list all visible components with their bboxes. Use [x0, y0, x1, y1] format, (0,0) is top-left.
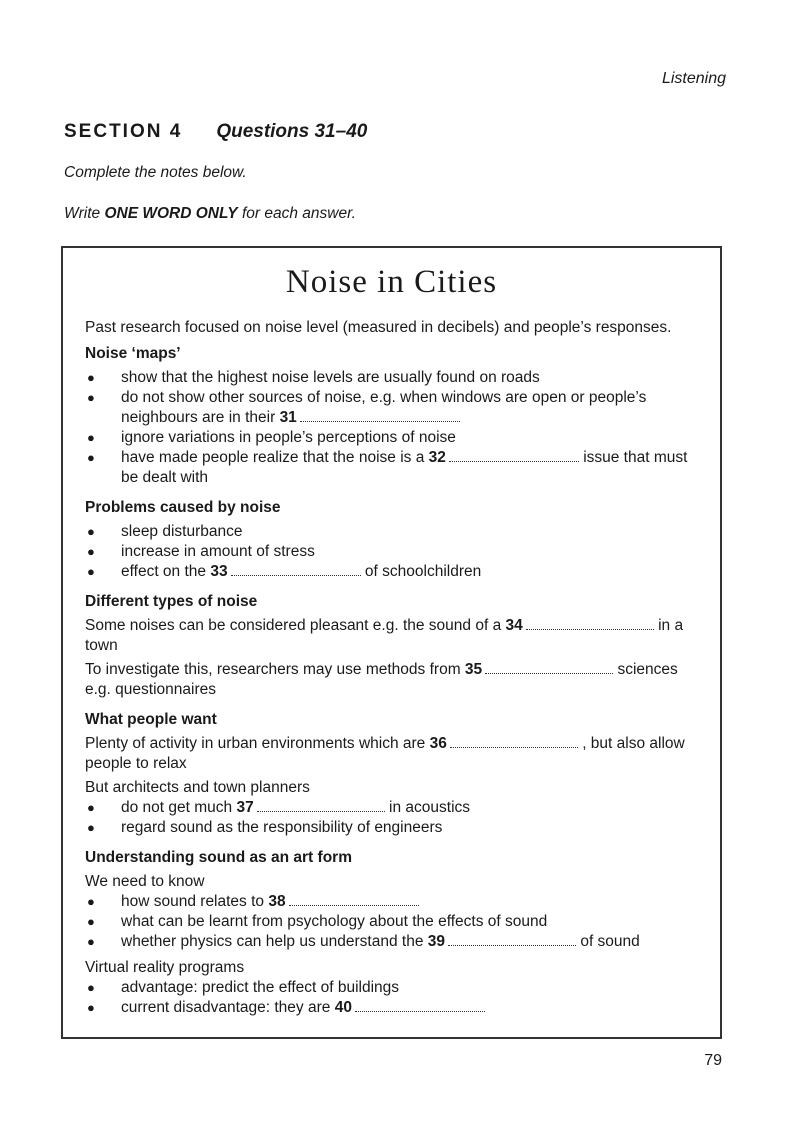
answer-blank-31[interactable] [300, 409, 460, 422]
noise-maps-list [85, 368, 705, 488]
art-paragraph-2: Virtual reality programs [85, 959, 245, 976]
want-list [85, 798, 705, 838]
bullet-icon: ● [87, 524, 95, 539]
bullet-icon: ● [87, 450, 95, 465]
bullet-icon: ● [87, 934, 95, 949]
section-label: Listening [661, 70, 726, 87]
list-item: ● current disadvantage: they are 40 [85, 998, 705, 1018]
types-paragraph-1: Some noises can be considered pleasant e.g. the sound of a 34 in a town [85, 617, 684, 654]
question-number: 32 [428, 449, 446, 466]
page-number: 79 [704, 1052, 722, 1069]
questions-range: Questions 31–40 [216, 121, 368, 142]
list-item: ● effect on the 33 of schoolchildren [87, 563, 482, 580]
art-paragraph-1: We need to know [85, 873, 205, 890]
question-number: 31 [279, 409, 297, 426]
list-item: ● ignore variations in people’s perceptions of noise [87, 429, 456, 446]
list-item: ● whether physics can help us understand the 39 of sound [87, 933, 640, 950]
heading-want: What people want [85, 711, 217, 728]
bullet-icon: ● [87, 564, 95, 579]
list-item: ● show that the highest noise levels are usually found on roads [87, 369, 540, 386]
list-item: ● how sound relates to 38 [85, 892, 705, 912]
question-number: 40 [334, 999, 352, 1016]
answer-blank-34[interactable] [526, 617, 654, 630]
types-paragraph-2: To investigate this, researchers may use methods from 35 sciences e.g. questionnaires [85, 661, 678, 698]
bullet-icon: ● [87, 820, 95, 835]
question-number: 35 [464, 661, 483, 678]
list-item: ● do not get much 37 in acoustics [87, 799, 471, 816]
list-item: ● have made people realize that the noise is a 32 issue that must be dealt with [87, 449, 688, 486]
notes-content [85, 318, 705, 1018]
list-item: ● increase in amount of stress [87, 543, 315, 560]
question-number: 36 [429, 735, 447, 752]
bullet-icon: ● [87, 544, 95, 559]
section-name: SECTION 4 [64, 121, 183, 142]
answer-blank-38[interactable] [289, 893, 419, 906]
bullet-icon: ● [87, 430, 95, 445]
instruction-word-limit: Write ONE WORD ONLY for each answer. [64, 205, 356, 222]
bullet-icon: ● [87, 894, 95, 909]
problems-list [85, 522, 705, 582]
question-number: 38 [268, 893, 286, 910]
want-paragraph-1: Plenty of activity in urban environments which are 36 , but also allow people to relax [85, 735, 685, 772]
list-item: ● advantage: predict the effect of buildings [87, 979, 400, 996]
question-number: 39 [427, 933, 446, 950]
list-item: ● sleep disturbance [87, 523, 243, 540]
section-heading [64, 121, 367, 143]
answer-blank-37[interactable] [257, 799, 385, 812]
question-number: 34 [505, 617, 523, 634]
heading-problems: Problems caused by noise [85, 499, 281, 516]
answer-blank-40[interactable] [355, 999, 485, 1012]
bullet-icon: ● [87, 1000, 95, 1015]
want-paragraph-2: But architects and town planners [85, 779, 310, 796]
list-item: ● regard sound as the responsibility of engineers [87, 819, 443, 836]
bullet-icon: ● [87, 370, 95, 385]
question-number: 33 [210, 563, 228, 580]
answer-blank-33[interactable] [231, 563, 361, 576]
heading-noise-maps: Noise ‘maps’ [85, 345, 181, 362]
bullet-icon: ● [87, 390, 95, 405]
art-list-2 [85, 978, 705, 1018]
answer-blank-36[interactable] [450, 735, 578, 748]
answer-blank-35[interactable] [485, 661, 613, 674]
bullet-icon: ● [87, 800, 95, 815]
intro-text: Past research focused on noise level (measured in decibels) and people’s responses. [85, 319, 672, 336]
list-item: ● what can be learnt from psychology about the effects of sound [87, 913, 548, 930]
bullet-icon: ● [87, 980, 95, 995]
question-number: 37 [236, 799, 254, 816]
notes-title: Noise in Cities [285, 264, 498, 300]
answer-blank-32[interactable] [449, 449, 579, 462]
heading-art-form: Understanding sound as an art form [85, 849, 352, 866]
heading-types: Different types of noise [85, 593, 258, 610]
list-item: ● do not show other sources of noise, e.g. when windows are open or people’s neighbours are in their 31 [87, 389, 647, 426]
art-list-1 [85, 892, 705, 952]
instruction-complete: Complete the notes below. [64, 164, 247, 181]
bullet-icon: ● [87, 914, 95, 929]
notes-box [61, 246, 722, 1039]
word-limit-emphasis: ONE WORD ONLY [104, 205, 238, 222]
answer-blank-39[interactable] [448, 933, 576, 946]
